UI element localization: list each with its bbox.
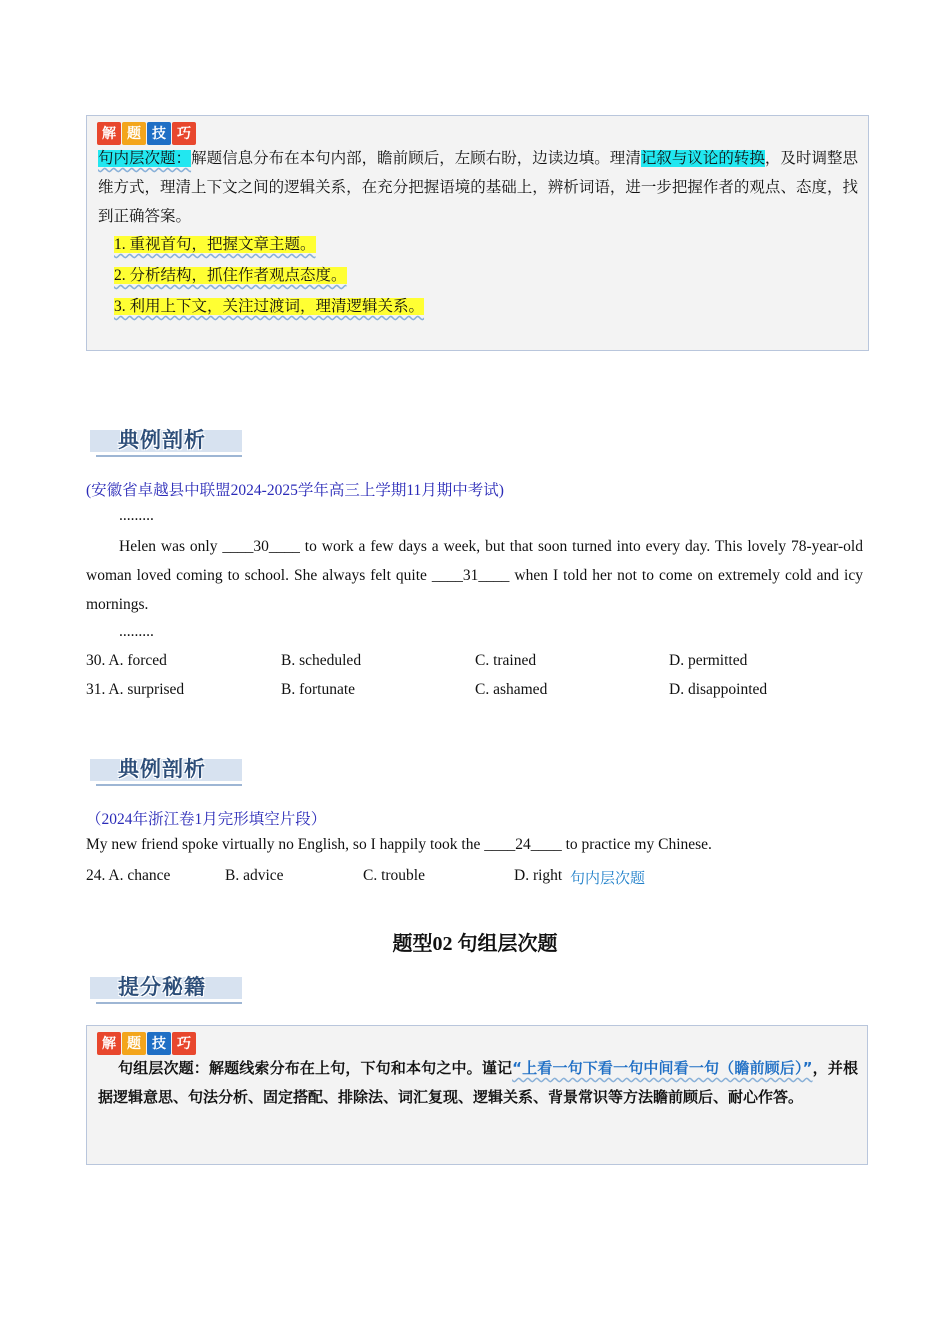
q30-option-a: 30. A. forced <box>86 652 167 669</box>
tag2-qiao: 巧 <box>172 1032 196 1055</box>
tag2-ti: 题 <box>122 1032 146 1055</box>
q24-option-c: C. trouble <box>363 867 425 884</box>
tip-text-b: ，及时调整思维方式，理清上下文之间的逻辑关系，在充分把握语境的基础上，辨析词语，进一步把握作者的观点、态度，找到正确答案。 <box>98 150 858 225</box>
example1-dots-bottom: ......... <box>119 623 154 640</box>
tip-list <box>114 229 424 322</box>
tip2-text-a: 句组层次题：解题线索分布在上句，下句和本句之中。谨记 <box>118 1059 513 1077</box>
tip-item-3: 3. 利用上下文，关注过渡词，理清逻辑关系。 <box>114 298 425 315</box>
tips-banner <box>90 967 242 1007</box>
tips-banner-text: 提分秘籍 <box>118 975 206 999</box>
tip-paragraph <box>98 144 858 231</box>
tag-ti: 题 <box>122 122 146 145</box>
tip2-quote: “上看一句下看一句中间看一句（瞻前顾后）” <box>512 1059 813 1077</box>
tip-text-a: 解题信息分布在本句内部，瞻前顾后，左顾右盼，边读边填。理清 <box>191 150 641 167</box>
example2-source: （2024年浙江卷1月完形填空片段） <box>86 811 327 828</box>
q24-option-d: D. right <box>514 867 563 884</box>
example-banner-2-text: 典例剖析 <box>118 757 206 781</box>
q30-option-b: B. scheduled <box>281 652 362 669</box>
example-banner-1-text: 典例剖析 <box>118 428 206 452</box>
example1-dots-top: ......... <box>119 507 154 524</box>
example1-source: (安徽省卓越县中联盟2024-2025学年高三上学期11月期中考试) <box>86 482 504 499</box>
tag2-jie: 解 <box>97 1032 121 1055</box>
q30-option-c: C. trained <box>475 652 537 669</box>
tip2-paragraph <box>98 1054 858 1112</box>
q24-option-b: B. advice <box>225 867 284 884</box>
q31-option-b: B. fortunate <box>281 681 356 698</box>
tag2-ji: 技 <box>147 1032 171 1055</box>
tag-jie: 解 <box>97 122 121 145</box>
q30-option-d: D. permitted <box>669 652 748 669</box>
tip2-text-b: ，并根据逻辑意思、句法分析、固定搭配、排除法、词汇复现、逻辑关系、背景常识等方法瞻前顾后、耐心作答。 <box>98 1059 858 1106</box>
example2-sentence: My new friend spoke virtually no English, so I happily took the ____24____ to practice my Chinese. <box>86 836 712 853</box>
example1-passage: Helen was only ____30____ to work a few days a week, but that soon turned into every day. This lovely 78-year-old woman loved coming to school. She always felt quite ____31____ when I told her not to come on extremely cold and icy mornings. <box>86 538 863 613</box>
q31-option-a: 31. A. surprised <box>86 681 185 698</box>
tip-box-sentence-group <box>86 1025 868 1165</box>
tip-highlight: 记叙与议论的转换 <box>640 150 765 167</box>
q24-option-a: 24. A. chance <box>86 867 171 884</box>
tip-tags <box>97 122 196 145</box>
q31-option-c: C. ashamed <box>475 681 548 698</box>
tag-ji: 技 <box>147 122 171 145</box>
tag-qiao: 巧 <box>172 122 196 145</box>
tip-item-2: 2. 分析结构，抓住作者观点态度。 <box>114 267 347 284</box>
tip-box-sentence-level <box>86 115 869 351</box>
section-title: 题型02 句组层次题 <box>392 933 558 955</box>
tip-lead: 句内层次题： <box>98 150 192 167</box>
q24-note: 句内层次题 <box>570 869 646 887</box>
q31-option-d: D. disappointed <box>669 681 768 698</box>
tip-item-1: 1. 重视首句，把握文章主题。 <box>114 236 316 253</box>
example-banner-1 <box>90 420 242 460</box>
tip2-tags <box>97 1032 196 1055</box>
example-banner-2 <box>90 749 242 789</box>
